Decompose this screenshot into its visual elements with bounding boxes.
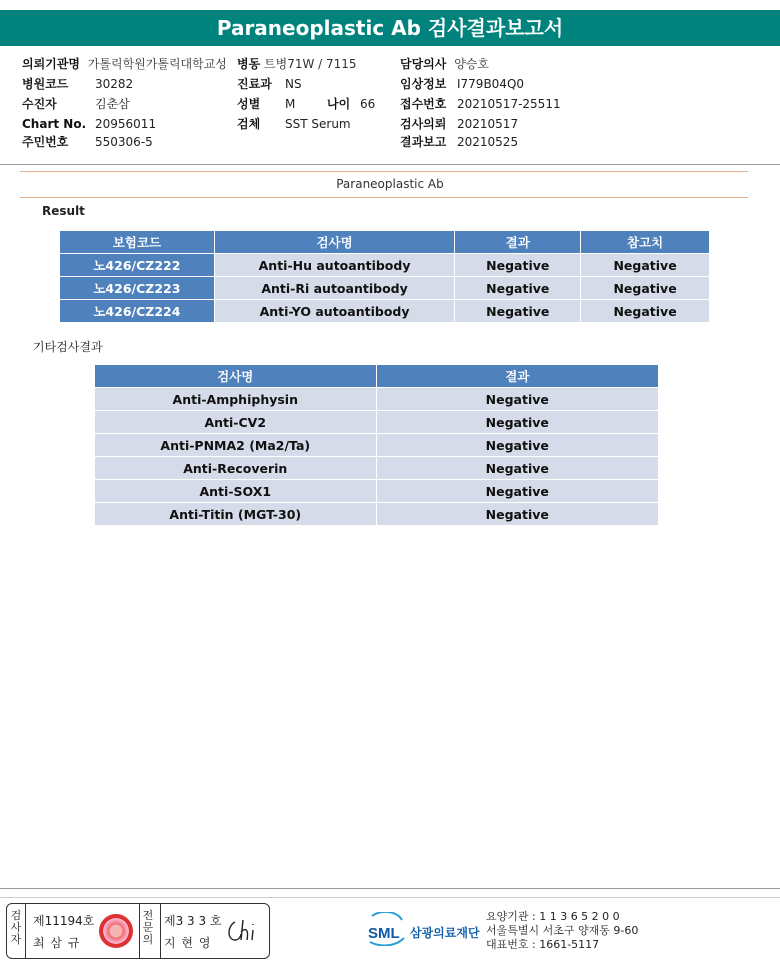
test-name: Anti-YO autoantibody (214, 300, 455, 323)
section-title: Paraneoplastic Ab (336, 177, 444, 191)
id-label: 주민번호 (22, 135, 69, 149)
reference-value: Negative (581, 277, 710, 300)
table-row (95, 388, 659, 411)
table-row (95, 411, 659, 434)
examiner-name: 최 삼 규 (33, 936, 81, 950)
insurance-code: 노426/CZ224 (60, 300, 215, 323)
age-value: 66 (360, 97, 376, 111)
test-result: Negative (376, 388, 658, 411)
sml-logo-icon (366, 912, 406, 946)
organization-info (486, 910, 638, 952)
logo-text: SML (368, 925, 400, 942)
other-header-test-name: 검사명 (95, 365, 377, 388)
name-value: 김춘삼 (95, 97, 130, 111)
institution-row (22, 56, 227, 72)
specialist-name: 지 현 영 (164, 936, 212, 950)
test-name: Anti-Titin (MGT-30) (95, 503, 377, 526)
test-name: Anti-PNMA2 (Ma2/Ta) (95, 434, 377, 457)
doctor-value: 양승호 (454, 57, 489, 71)
organization-phone: 대표번호 : 1661-5117 (486, 938, 600, 951)
clinical-value: I779B04Q0 (457, 77, 525, 91)
test-result: Negative (376, 434, 658, 457)
organization-name: 삼광의료재단 (410, 926, 480, 940)
test-name: Anti-Recoverin (95, 457, 377, 480)
table-row (95, 503, 659, 526)
dept-value: NS (285, 77, 302, 91)
hospital-code-row (22, 76, 68, 92)
request-label: 검사의뢰 (400, 117, 447, 131)
name-label: 수진자 (22, 97, 57, 111)
test-result: Negative (376, 411, 658, 434)
other-header-result: 결과 (376, 365, 658, 388)
test-result: Negative (376, 503, 658, 526)
reference-value: Negative (581, 254, 710, 277)
age-label: 나이 (327, 97, 351, 111)
examiner-label: 검사자 (10, 909, 22, 946)
institution-label: 의뢰기관명 (22, 57, 80, 71)
test-name: Anti-Amphiphysin (95, 388, 377, 411)
id-value: 550306-5 (95, 135, 153, 149)
table-row (60, 277, 710, 300)
footer-rule-inner (0, 897, 780, 898)
hospital-code-label: 병원코드 (22, 77, 69, 91)
request-value: 20210517 (457, 117, 519, 131)
dept-label: 진료과 (237, 77, 272, 91)
insurance-code: 노426/CZ222 (60, 254, 215, 277)
doctor-label: 담당의사 (400, 57, 447, 71)
sex-label: 성별 (237, 97, 261, 111)
chart-value: 20956011 (95, 117, 157, 131)
test-name: Anti-CV2 (95, 411, 377, 434)
report-date-value: 20210525 (457, 135, 519, 149)
other-header-row (95, 365, 659, 388)
header-divider (0, 164, 780, 165)
other-results-label: 기타검사결과 (33, 340, 103, 354)
table-row (95, 434, 659, 457)
hospital-code-value: 30282 (95, 77, 134, 91)
result-label: Result (42, 204, 85, 218)
receipt-label: 접수번호 (400, 97, 447, 111)
test-result: Negative (455, 277, 581, 300)
report-title: Paraneoplastic Ab 검사결과보고서 (0, 10, 780, 46)
table-row (60, 254, 710, 277)
test-name: Anti-Hu autoantibody (214, 254, 455, 277)
test-result: Negative (376, 480, 658, 503)
header-insurance-code: 보험코드 (60, 231, 215, 254)
result-table (59, 230, 710, 323)
ward-label: 병동 (237, 57, 261, 71)
organization-code: 요양기관 : 1 1 3 6 5 2 0 0 (486, 910, 620, 923)
doctor-row (400, 56, 489, 72)
sex-value: M (285, 97, 296, 111)
receipt-value: 20210517-25511 (457, 97, 561, 111)
other-results-table (94, 364, 659, 526)
header-reference: 참고치 (581, 231, 710, 254)
header-test-name: 검사명 (214, 231, 455, 254)
specimen-value: SST Serum (285, 117, 351, 131)
report-date-label: 결과보고 (400, 135, 447, 149)
test-name: Anti-SOX1 (95, 480, 377, 503)
ward-row (237, 56, 357, 72)
header-result: 결과 (455, 231, 581, 254)
table-row (95, 480, 659, 503)
organization-address: 서울특별시 서초구 양재동 9-60 (486, 924, 639, 937)
signature-icon (225, 916, 261, 946)
examiner-number: 제11194호 (33, 914, 95, 928)
specimen-label: 검체 (237, 117, 261, 131)
section-bottom-rule (20, 197, 748, 198)
clinical-label: 임상정보 (400, 77, 447, 91)
insurance-code: 노426/CZ223 (60, 277, 215, 300)
table-row (95, 457, 659, 480)
footer-rule-top (0, 888, 780, 889)
institution-value: 가톨릭학원가톨릭대학교성 (87, 57, 227, 71)
section-top-rule (20, 171, 748, 172)
reference-value: Negative (581, 300, 710, 323)
test-name: Anti-Ri autoantibody (214, 277, 455, 300)
specialist-label: 전문의 (142, 909, 154, 946)
chart-label: Chart No. (22, 117, 87, 131)
table-row (60, 300, 710, 323)
test-result: Negative (455, 300, 581, 323)
test-result: Negative (455, 254, 581, 277)
result-header-row (60, 231, 710, 254)
test-result: Negative (376, 457, 658, 480)
signature-box (6, 903, 270, 959)
specialist-number: 제3 3 3 호 (164, 914, 222, 928)
ward-value: 트병71W / 7115 (264, 57, 357, 71)
